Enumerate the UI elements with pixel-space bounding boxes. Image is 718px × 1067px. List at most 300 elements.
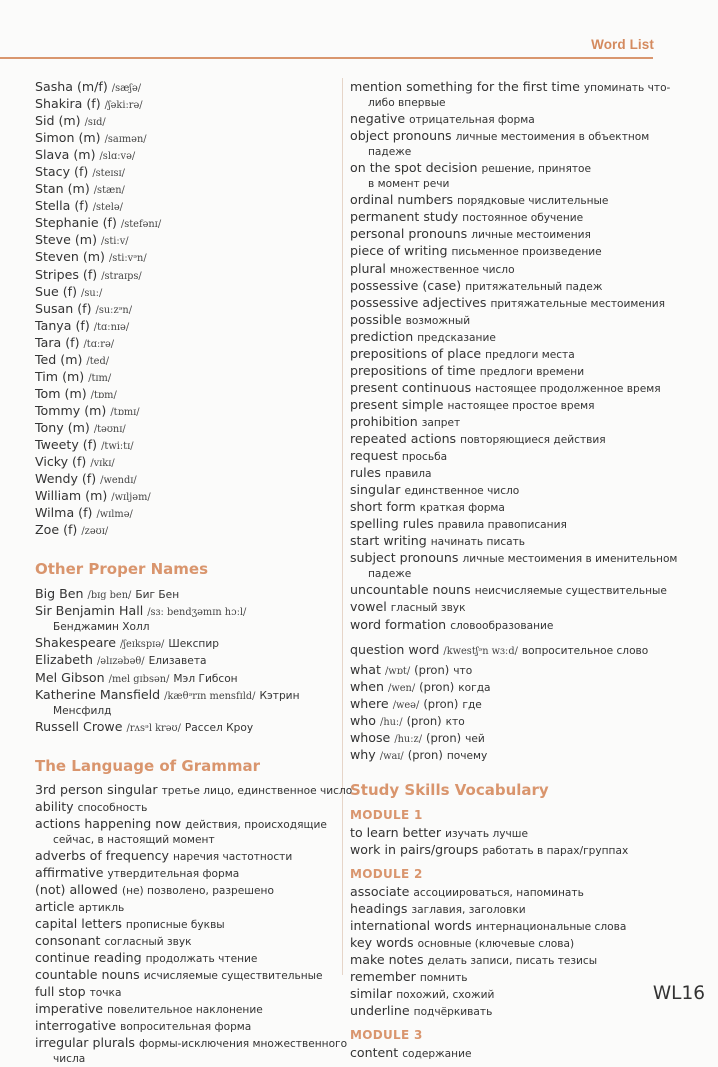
entry-term: mention something for the first time [350,79,580,94]
grammar-list-right [350,79,678,634]
entry-word: Tweety (f) [35,436,98,452]
name-entry [35,96,337,113]
entry-translation: изучать лучше [445,827,528,840]
entry-part-of-speech: (pron) [423,696,459,711]
entry-translation-continued: числа [53,1053,86,1066]
entry-transcription: /straɪps/ [101,270,142,282]
entry-translation: наречия частотности [172,850,293,863]
entry-transcription: /stiːvᵊn/ [108,253,147,265]
entry-translation: Биг Бен [135,589,180,602]
name-entry [35,198,337,215]
entry-translation: где [462,698,482,711]
grammar-term-entry [350,209,670,226]
entry-word: Stripes (f) [35,266,98,282]
entry-term: piece of writing [350,243,448,259]
entry-term: associate [350,883,410,899]
module-title: MODULE 3 [350,1028,423,1043]
entry-term: affirmative [35,864,104,880]
entry-term: actions happening now [35,815,182,831]
entry-term: international words [350,918,472,934]
entry-translation: действия, происходящие [185,818,327,831]
entry-translation: ассоциироваться, напоминать [413,886,584,899]
entry-term: possessive adjectives [350,294,487,310]
entry-word: Sir Benjamin Hall [35,603,144,619]
grammar-term-entry [350,128,670,160]
grammar-term-entry [350,516,670,533]
entry-term: uncountable nouns [350,582,471,598]
entry-translation: (не) позволено, разрешено [121,884,274,897]
entry-term: ability [35,798,74,814]
entry-word: who [350,712,376,728]
name-entry [35,352,337,369]
entry-transcription: /ted/ [86,355,110,367]
entry-translation: единственное число [404,485,520,498]
name-entry [35,232,337,249]
entry-translation-continued: сейчас, в настоящий момент [53,833,215,846]
name-entry [35,386,337,403]
question-words-list [350,642,670,764]
grammar-term-entry [35,799,337,816]
page-number: WL16 [652,983,705,1004]
name-entry [35,181,337,198]
study-skill-entry [350,918,670,935]
entry-translation: интернациональные слова [475,921,627,934]
entry-translation: что [453,664,473,677]
entry-transcription: /twiːtɪ/ [101,440,134,452]
study-skill-entry [350,1003,670,1020]
grammar-term-entry [35,781,353,799]
grammar-term-entry [350,192,670,209]
grammar-term-entry [350,414,670,431]
entry-term: repeated actions [350,430,457,446]
entry-word: Stella (f) [35,198,89,214]
proper-name-entry [35,586,337,603]
entry-word: when [350,678,385,694]
name-entry [35,113,337,130]
entry-translation: точка [89,987,122,1000]
grammar-term-entry [350,363,670,380]
name-entry [35,403,337,420]
entry-translation: притяжательные местоимения [490,297,666,310]
header-rule [0,57,653,59]
entry-word: Stephanie (f) [35,215,117,231]
grammar-term-entry [35,1018,337,1035]
entry-translation: постоянное обучение [462,212,584,225]
proper-name-entry [35,603,337,635]
left-column [35,79,353,1067]
entry-translation: правила правописания [437,519,567,532]
section-title-other-proper-names: Other Proper Names [35,560,209,579]
entry-term: on the spot decision [350,160,478,176]
study-skill-entry [350,884,670,901]
entry-transcription: /sɪd/ [84,117,106,129]
grammar-term-entry [350,482,670,499]
entry-translation: кто [445,715,465,728]
entry-translation: артикль [78,902,125,915]
entry-word: Russell Crowe [35,718,123,734]
entry-term: short form [350,499,416,515]
name-entry [35,335,337,352]
entry-translation: повторяющиеся действия [460,433,606,446]
entry-translation: начинать писать [430,536,526,549]
proper-name-entry [35,719,337,736]
entry-term: remember [350,969,416,985]
entry-term: rules [350,465,381,481]
entry-translation: согласный звук [104,936,192,949]
entry-translation: личные местоимения в объектном [455,131,650,144]
study-skill-entry [350,825,670,842]
entry-term: subject pronouns [350,550,459,566]
entry-term: request [350,448,398,464]
entry-part-of-speech: (pron) [419,679,455,694]
entry-translation: вопросительная форма [120,1021,252,1034]
entry-word: Elizabeth [35,652,93,668]
entry-term: possible [350,311,402,327]
name-entry [35,369,337,386]
entry-translation: продолжать чтение [145,953,258,966]
study-skill-entry [350,1045,670,1062]
entry-term: imperative [35,1001,104,1017]
entry-transcription: /steɪsɪ/ [92,168,125,180]
entry-translation: Кэтрин [259,689,300,702]
question-word-entry [350,730,670,747]
entry-part-of-speech: (pron) [407,747,443,762]
entry-translation: личные местоимения в именительном [462,553,678,566]
grammar-term-entry [350,295,670,312]
grammar-list-left [35,781,353,1067]
header-title: Word List [591,37,654,52]
proper-name-entry [35,687,337,719]
module-title: MODULE 1 [350,807,423,822]
entry-term: capital letters [35,916,122,932]
entry-translation: Рассел Кроу [184,721,254,734]
grammar-term-entry [35,1035,348,1067]
entry-term: (not) allowed [35,881,118,897]
question-word-entry [350,747,670,764]
entry-term: adverbs of frequency [35,847,169,863]
entry-term: countable nouns [35,967,140,983]
entry-transcription: /zəʊɪ/ [81,526,109,538]
entry-translation: отрицательная форма [409,114,535,127]
entry-translation: решение, принятое [481,163,592,176]
entry-word: Simon (m) [35,130,101,146]
entry-transcription: /wen/ [388,682,416,694]
entry-translation: помнить [419,972,468,985]
entry-translation: подчёркивать [413,1006,493,1019]
entry-translation: настоящее простое время [447,399,595,412]
entry-translation: предсказание [417,331,496,344]
entry-transcription: /wɪlmə/ [96,509,133,521]
study-skill-entry [350,969,670,986]
entry-word: what [350,661,381,677]
entry-word: Katherine Mansfield [35,686,161,702]
entry-transcription: /stæn/ [93,185,125,197]
entry-translation: множественное число [389,263,515,276]
grammar-term-entry [350,160,670,192]
entry-term: key words [350,935,414,951]
grammar-term-entry [350,226,670,243]
entry-translation-continued: Бенджамин Холл [53,621,150,634]
entry-term: prepositions of place [350,345,482,361]
entry-part-of-speech: (pron) [426,730,462,745]
right-column [350,79,678,1062]
grammar-term-entry [35,933,337,950]
entry-transcription: /huːz/ [394,733,422,745]
entry-translation: утвердительная форма [107,867,240,880]
entry-term: make notes [350,952,424,968]
entry-translation: Мэл Гибсон [173,672,238,685]
column-divider [342,78,343,975]
question-word-entry [350,679,670,696]
entry-transcription: /stiːv/ [101,236,129,248]
entry-word: Big Ben [35,586,84,602]
study-skill-entry [350,935,670,952]
entry-term: consonant [35,933,101,949]
entry-term: question word [350,641,440,657]
entry-term: work in pairs/groups [350,841,479,857]
entry-translation-continued: либо впервые [368,97,446,110]
entry-term: prepositions of time [350,362,476,378]
grammar-term-entry [350,397,670,414]
name-entry [35,437,337,454]
entry-transcription: /tɪm/ [88,372,112,384]
entry-translation: похожий, схожий [396,989,495,1002]
entry-translation: настоящее продолженное время [475,382,661,395]
grammar-term-entry [350,79,670,111]
name-entry [35,164,337,181]
name-entry [35,471,337,488]
grammar-term-entry [350,550,678,582]
entry-translation: правила [384,468,432,481]
entry-term: present continuous [350,379,472,395]
entry-term: word formation [350,616,447,632]
grammar-term-entry [350,380,670,397]
entry-term: singular [350,482,401,498]
entry-transcription: /kwestʃᵊn wɜːd/ [443,645,518,657]
entry-word: Tony (m) [35,419,90,435]
entry-translation: предлоги места [485,348,575,361]
entry-word: Tim (m) [35,368,85,384]
entry-word: Stacy (f) [35,164,89,180]
module-title: MODULE 2 [350,866,423,881]
entry-word: why [350,746,376,762]
grammar-term-entry [350,499,670,516]
grammar-term-entry [350,278,670,295]
entry-transcription: /slɑːvə/ [99,151,136,163]
question-word-heading [350,642,670,659]
entry-word: Vicky (f) [35,454,87,470]
entry-term: permanent study [350,209,459,225]
name-entry [35,249,337,266]
entry-translation: почему [446,749,488,762]
entry-translation: упоминать что- [583,82,671,94]
entry-word: Mel Gibson [35,669,105,685]
entry-word: Sasha (m/f) [35,79,108,94]
entry-transcription: /tɑːrə/ [83,338,115,350]
proper-name-entry [35,652,337,669]
study-skill-entry [350,901,670,918]
grammar-term-entry [350,261,670,278]
entry-transcription: /saɪmən/ [104,134,147,146]
entry-term: similar [350,986,393,1002]
grammar-term-entry [350,533,670,550]
entry-transcription: /suːzᵊn/ [95,304,133,316]
entry-term: spelling rules [350,516,434,532]
entry-word: where [350,695,389,711]
entry-translation: способность [77,801,148,814]
entry-transcription: /sæʃə/ [111,83,142,94]
name-entry [35,420,337,437]
grammar-term-entry [35,967,337,984]
grammar-term-entry [350,448,670,465]
study-module [350,1028,670,1062]
entry-word: Sid (m) [35,113,81,129]
entry-word: Steven (m) [35,249,105,265]
entry-translation-continued: Менсфилд [53,704,112,717]
entry-transcription: /vɪkɪ/ [90,458,115,470]
entry-word: Tommy (m) [35,402,107,418]
grammar-term-entry [35,1001,337,1018]
entry-term: headings [350,901,408,917]
study-skill-entry [350,952,670,969]
entry-term: vowel [350,599,387,615]
entry-part-of-speech: (pron) [406,713,442,728]
grammar-term-entry [35,899,337,916]
entry-term: underline [350,1003,410,1019]
name-entry [35,215,337,232]
grammar-term-entry [350,312,670,329]
other-proper-names-list [35,586,337,735]
entry-transcription: /waɪ/ [379,750,404,762]
entry-translation: предлоги времени [479,365,585,378]
entry-translation: заглавия, заголовки [411,904,526,917]
entry-word: Stan (m) [35,181,90,197]
grammar-term-entry [35,816,337,848]
entry-translation-continued: падеже [368,146,412,159]
entry-term: negative [350,111,406,127]
entry-translation: словообразование [450,619,554,632]
entry-translation: вопросительное слово [521,644,649,657]
entry-transcription: /stelə/ [92,202,123,214]
study-skill-entry [350,842,670,859]
entry-term: possessive (case) [350,277,462,293]
entry-transcription: /wɒt/ [384,665,411,677]
name-entry [35,267,337,284]
grammar-term-entry [350,599,670,616]
question-word-entry [350,662,670,679]
name-entry [35,454,337,471]
grammar-term-entry [350,111,670,128]
entry-word: Zoe (f) [35,522,78,538]
entry-transcription: /tɑːnɪə/ [93,321,130,333]
entry-term: full stop [35,984,86,1000]
entry-word: Susan (f) [35,300,92,316]
proper-names-list [35,79,337,539]
entry-translation-continued: падеже [368,568,412,581]
name-entry [35,130,337,147]
entry-translation: запрет [421,416,461,429]
entry-translation: просьба [401,451,448,464]
entry-word: Wilma (f) [35,505,93,521]
entry-word: Slava (m) [35,147,96,163]
entry-word: Steve (m) [35,232,97,248]
name-entry [35,522,337,539]
entry-term: continue reading [35,950,142,966]
entry-term: 3rd person singular [35,781,158,797]
grammar-term-entry [35,848,337,865]
entry-translation: неисчисляемые существительные [474,585,667,598]
entry-term: irregular plurals [35,1035,135,1051]
entry-translation: Шекспир [168,638,219,651]
entry-term: interrogative [35,1018,117,1034]
entry-term: content [350,1045,399,1061]
entry-transcription: /bɪg ben/ [87,590,132,602]
question-word-entry [350,713,670,730]
entry-translation: порядковые числительные [457,195,609,208]
name-entry [35,301,337,318]
entry-transcription: /əlɪzəbəθ/ [96,656,145,668]
name-entry [35,79,337,96]
entry-word: Tom (m) [35,385,87,401]
entry-transcription: /wɪljəm/ [111,492,151,504]
entry-transcription: /suː/ [81,287,103,299]
name-entry [35,284,337,301]
grammar-term-entry [35,865,337,882]
grammar-term-entry [35,916,337,933]
entry-translation: прописные буквы [125,919,225,932]
grammar-term-entry [350,582,670,599]
entry-word: whose [350,729,391,745]
entry-word: Ted (m) [35,351,83,367]
entry-term: prediction [350,328,414,344]
entry-translation: повелительное наклонение [107,1004,263,1017]
section-title-language-of-grammar: The Language of Grammar [35,756,260,775]
entry-transcription: /rʌsᵊl krəʊ/ [126,722,181,734]
grammar-term-entry [350,431,670,448]
entry-transcription: /kæθᵊrɪn mensfɪld/ [164,690,256,702]
entry-word: Sue (f) [35,283,77,299]
grammar-term-entry [350,243,670,260]
entry-translation: третье лицо, единственное число [161,784,353,797]
study-module [350,808,670,859]
grammar-term-entry [350,346,670,363]
entry-term: object pronouns [350,128,452,144]
entry-transcription: /huː/ [380,716,403,728]
entry-transcription: /mel gɪbsən/ [108,673,170,685]
study-skill-entry [350,986,670,1003]
grammar-term-entry [35,950,337,967]
name-entry [35,318,337,335]
proper-name-entry [35,670,337,687]
grammar-term-entry [350,329,670,346]
entry-transcription: /weə/ [392,699,420,711]
entry-translation: делать записи, писать тезисы [427,955,598,968]
entry-word: Wendy (f) [35,471,97,487]
entry-term: prohibition [350,413,418,429]
study-skills-modules [350,808,670,1063]
entry-term: plural [350,260,386,276]
grammar-term-entry [350,465,670,482]
study-module [350,867,670,1020]
entry-transcription: /ʃəkiːrə/ [104,100,143,112]
entry-translation: Елизавета [148,655,207,668]
entry-word: William (m) [35,488,108,504]
entry-translation: формы-исключения множественного [138,1038,348,1051]
entry-translation: гласный звук [390,602,466,615]
name-entry [35,505,337,522]
entry-translation: исчисляемые существительные [143,970,323,983]
entry-transcription: /ʃeɪkspɪə/ [119,639,165,651]
